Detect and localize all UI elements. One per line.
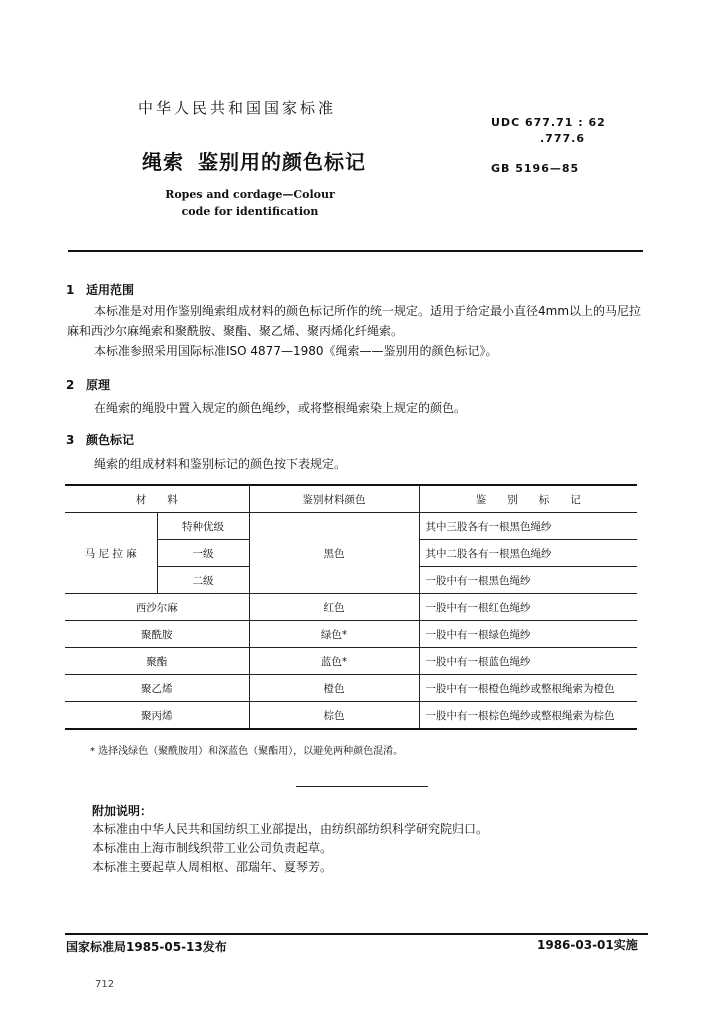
- mark-cell: 一股中有一根橙色绳纱或整根绳索为橙色: [419, 675, 637, 702]
- notes-divider: [296, 786, 428, 787]
- footer-divider: [65, 933, 648, 935]
- color-code-table: [65, 484, 637, 730]
- color-cell: 绿色*: [249, 621, 419, 648]
- mark-cell: 一股中有一根绿色绳纱: [419, 621, 637, 648]
- section-number: 3: [66, 433, 75, 447]
- table-row: [65, 594, 637, 621]
- table-row: [65, 702, 637, 730]
- table-row: [65, 621, 637, 648]
- standard-category-title: 中华人民共和国国家标准: [138, 99, 337, 117]
- section-title: 原理: [86, 378, 111, 392]
- material-cell: 聚酰胺: [65, 621, 249, 648]
- material-cell: 聚酯: [65, 648, 249, 675]
- material-cell: 聚丙烯: [65, 702, 249, 730]
- title-part-1: 绳索: [142, 150, 184, 174]
- note-line: 本标准主要起草人周相枢、邵瑞年、夏琴芳。: [92, 860, 333, 874]
- header-material: 材 料: [65, 485, 249, 513]
- standard-title-en: Ropes and cordage—Colour code for identification: [165, 188, 335, 218]
- color-cell: 棕色: [249, 702, 419, 730]
- title-part-2: 鉴别用的颜色标记: [198, 150, 366, 174]
- note-line: 本标准由中华人民共和国纺织工业部提出，由纺织部纺织科学研究院归口。: [92, 822, 489, 836]
- header-mark: 鉴 别 标 记: [419, 485, 637, 513]
- section-1-paragraph-2: 本标准参照采用国际标准ISO 4877—1980《绳索——鉴别用的颜色标记》。: [94, 344, 498, 358]
- udc-code: UDC 677.71 : 62: [491, 116, 606, 129]
- mark-cell: 其中二股各有一根黑色绳纱: [419, 540, 637, 567]
- section-title: 颜色标记: [86, 433, 135, 447]
- color-cell: 红色: [249, 594, 419, 621]
- table-row: [65, 648, 637, 675]
- section-3-paragraph: 绳索的组成材料和鉴别标记的颜色按下表规定。: [94, 457, 347, 471]
- standard-title-cn: [142, 146, 366, 175]
- grade-cell: 二级: [157, 567, 249, 594]
- section-1-paragraph-1: 本标准是对用作鉴别绳索组成材料的颜色标记所作的统一规定。适用于给定最小直径4mm以上的马尼拉麻和西沙尔麻绳索和聚酰胺、聚酯、聚乙烯、聚丙烯化纤绳索。: [67, 304, 642, 338]
- section-title: 适用范围: [86, 283, 135, 297]
- table-row: [65, 675, 637, 702]
- section-2-heading: [66, 376, 110, 393]
- mark-cell: 一股中有一根蓝色绳纱: [419, 648, 637, 675]
- gb-number: GB 5196—85: [491, 162, 580, 175]
- table-header-row: [65, 485, 637, 513]
- grade-cell: 特种优级: [157, 513, 249, 540]
- color-cell: 黑色: [249, 513, 419, 594]
- color-cell: 蓝色*: [249, 648, 419, 675]
- udc-code-continued: .777.6: [540, 132, 585, 145]
- section-number: 1: [66, 283, 75, 297]
- material-cell: 西沙尔麻: [65, 594, 249, 621]
- mark-cell: 其中三股各有一根黑色绳纱: [419, 513, 637, 540]
- header-color: 鉴别材料颜色: [249, 485, 419, 513]
- color-cell: 橙色: [249, 675, 419, 702]
- section-number: 2: [66, 378, 75, 392]
- section-3-heading: [66, 431, 134, 448]
- header-divider: [68, 250, 643, 252]
- mark-cell: 一股中有一根棕色绳纱或整根绳索为棕色: [419, 702, 637, 730]
- material-cell: 马 尼 拉 麻: [65, 513, 157, 594]
- material-cell: 聚乙烯: [65, 675, 249, 702]
- grade-cell: 一级: [157, 540, 249, 567]
- table-footnote: * 选择浅绿色（聚酰胺用）和深蓝色（聚酯用），以避免两种颜色混淆。: [90, 746, 404, 757]
- section-1-heading: [66, 281, 134, 298]
- additional-notes-title: 附加说明：: [92, 804, 153, 818]
- note-line: 本标准由上海市制线织带工业公司负责起草。: [92, 841, 333, 855]
- section-2-paragraph: 在绳索的绳股中置入规定的颜色绳纱，或将整根绳索染上规定的颜色。: [94, 401, 467, 415]
- publication-date: 国家标准局1985-05-13发布: [66, 940, 227, 954]
- page-number: 712: [95, 979, 115, 990]
- table-row: [65, 513, 637, 540]
- implementation-date: 1986-03-01实施: [537, 938, 638, 952]
- mark-cell: 一股中有一根红色绳纱: [419, 594, 637, 621]
- mark-cell: 一股中有一根黑色绳纱: [419, 567, 637, 594]
